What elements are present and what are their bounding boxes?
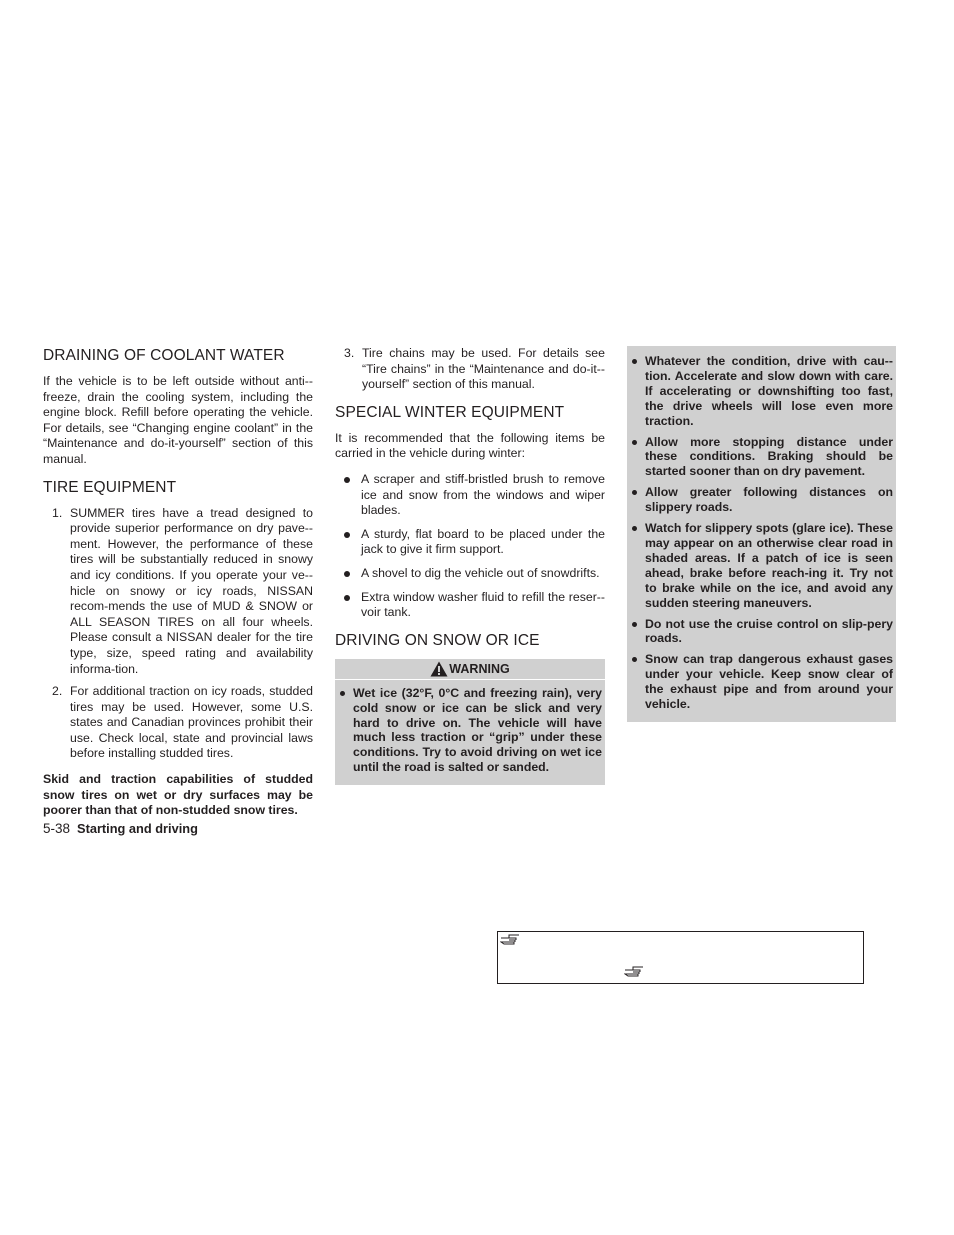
list-item — [43, 506, 313, 678]
warning-box — [335, 659, 605, 785]
bullet-icon — [632, 526, 637, 531]
list-item — [335, 346, 605, 393]
list-item — [627, 485, 896, 515]
list-item — [335, 686, 605, 775]
list-number: 2. — [52, 684, 63, 699]
list-item — [335, 590, 605, 621]
list-text: Extra window washer fluid to refill the reser-voir tank. — [361, 589, 605, 620]
list-item — [335, 566, 605, 582]
list-text: For additional traction on icy roads, studded tires may be used. However, some U.S. states and Canadian provinces prohibit their use. Check local, state and provincial laws before installing studded tires. — [70, 684, 313, 761]
note-box — [497, 931, 864, 984]
warning-header — [335, 659, 605, 680]
list-text: SUMMER tires have a tread designed to provide superior performance on dry pave-ment. However, the performance of these tires will be substantially reduced in snowy and icy conditions. If you operate your ve-hicle on snowy or icy roads, NISSAN recom-mends the use of MUD & SNOW or ALL SEASON TIRES on all four wheels. Please consult a NISSAN dealer for the tire type, size, speed rating and availability informa-tion. — [70, 505, 313, 676]
warning-triangle-icon — [430, 661, 448, 677]
list-item — [335, 472, 605, 519]
list-item — [627, 521, 896, 610]
heading-driving-snow-ice: DRIVING ON SNOW OR ICE — [335, 631, 540, 649]
heading-draining-coolant: DRAINING OF COOLANT WATER — [43, 347, 285, 364]
bullet-icon — [632, 657, 637, 662]
list-text: Whatever the condition, drive with cau-tion. Accelerate and slow down with care. If accelerating or downshifting too fast, the drive wheels will lose even more traction. — [645, 354, 893, 428]
list-item — [627, 354, 896, 429]
list-item — [335, 527, 605, 558]
list-text: A scraper and stiff-bristled brush to remove ice and snow from the windows and wiper blades. — [361, 471, 605, 518]
studded-tire-note: Skid and traction capabilities of studded snow tires on wet or dry surfaces may be poorer than that of non-studded snow tires. — [43, 772, 313, 818]
list-text: Allow more stopping distance under these conditions. Braking should be started sooner than on dry pavement. — [645, 434, 893, 479]
bullet-icon — [344, 595, 350, 601]
heading-special-winter-equipment: SPECIAL WINTER EQUIPMENT — [335, 403, 565, 421]
list-text: Watch for slippery spots (glare ice). These may appear on an otherwise clear road in shaded areas. If a patch of ice is seen ahead, brake before reach-ing it. Try not to brake while on the ice, and avoid any sudden steering maneuvers. — [645, 521, 893, 610]
page-footer — [43, 821, 198, 837]
bullet-icon — [340, 691, 345, 696]
list-text: Snow can trap dangerous exhaust gases under your vehicle. Keep snow clear of the exhaust pipe and from around your vehicle. — [645, 652, 893, 712]
column-middle — [335, 346, 605, 785]
bullet-icon — [632, 359, 637, 364]
list-item — [627, 652, 896, 712]
bullet-icon — [344, 571, 350, 577]
warning-label: WARNING — [449, 661, 510, 676]
column-right — [627, 346, 896, 722]
warning-box-continued — [627, 346, 896, 722]
column-left — [43, 346, 313, 829]
bullet-icon — [344, 477, 350, 483]
coolant-paragraph: If the vehicle is to be left outside without anti-freeze, drain the cooling system, including the engine block. Refill before operating the vehicle. For details, see “Changing engine coolant” in the “Maintenance and do-it-yourself” section of this manual. — [43, 374, 313, 466]
pointing-hand-icon — [500, 934, 520, 946]
bullet-icon — [632, 622, 637, 627]
bullet-icon — [344, 532, 350, 538]
bullet-icon — [632, 440, 637, 445]
list-item — [627, 435, 896, 480]
winter-items-list — [335, 472, 605, 621]
list-text: A shovel to dig the vehicle out of snowdrifts. — [361, 565, 600, 580]
warning-list — [335, 686, 605, 775]
section-title: Starting and driving — [77, 821, 198, 836]
list-text: Do not use the cruise control on slip-pery roads. — [645, 616, 893, 646]
list-text: Wet ice (32°F, 0°C and freezing rain), very cold snow or ice can be slick and very hard to drive on. The vehicle will have much less traction or “grip” under these conditions. Try to avoid driving on wet ice until the road is salted or sanded. — [353, 685, 602, 775]
pointing-hand-icon — [624, 966, 644, 978]
tire-list-continued — [335, 346, 605, 393]
list-number: 3. — [344, 346, 355, 360]
list-item — [43, 684, 313, 762]
page-number: 5-38 — [43, 821, 71, 836]
warning-list — [627, 354, 896, 712]
list-text: A sturdy, flat board to be placed under the jack to give it firm support. — [361, 526, 605, 557]
bullet-icon — [632, 490, 637, 495]
heading-tire-equipment: TIRE EQUIPMENT — [43, 478, 177, 496]
winter-intro: It is recommended that the following items be carried in the vehicle during winter: — [335, 430, 605, 461]
tire-list — [43, 506, 313, 763]
list-text: Allow greater following distances on slippery roads. — [645, 485, 893, 515]
list-number: 1. — [52, 505, 63, 520]
list-item — [627, 617, 896, 647]
list-text: Tire chains may be used. For details see “Tire chains” in the “Maintenance and do-it-yourself” section of this manual. — [362, 346, 605, 392]
